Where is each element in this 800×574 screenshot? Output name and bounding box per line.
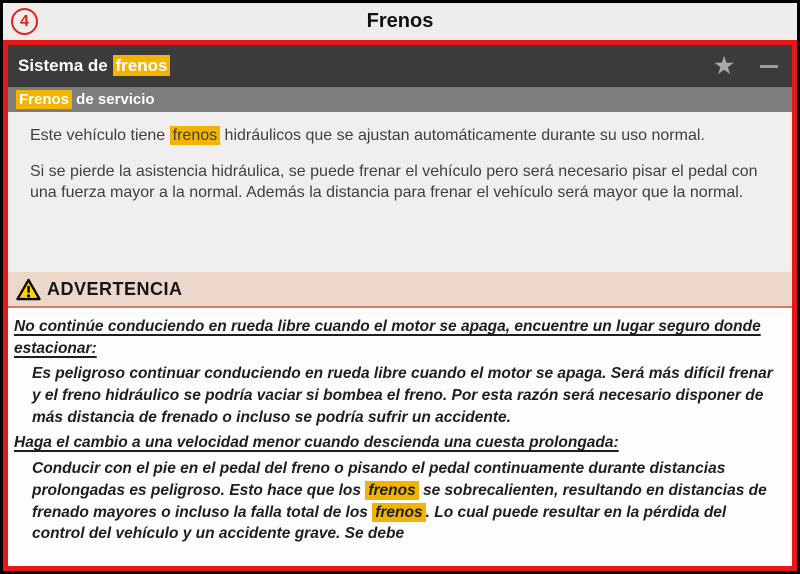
warning-content xyxy=(8,308,792,566)
section-body xyxy=(8,112,792,272)
highlighted-term: frenos xyxy=(170,126,220,145)
highlighted-term: frenos xyxy=(372,503,425,522)
top-title-bar xyxy=(3,3,797,40)
text-segment: de servicio xyxy=(72,91,155,108)
warning-item-body xyxy=(14,458,774,545)
panel-header-sistema-de-frenos[interactable] xyxy=(8,45,792,87)
warning-header-bar xyxy=(8,272,792,308)
warning-item-heading: No continúe conduciendo en rueda libre cuando el motor se apaga, encuentre un lugar seguro donde estacionar: xyxy=(14,318,761,357)
body-paragraph xyxy=(30,161,766,203)
warning-triangle-icon xyxy=(16,278,41,301)
warning-item xyxy=(14,432,774,544)
warning-item-body xyxy=(14,363,774,428)
warning-item-heading: Haga el cambio a una velocidad menor cuando descienda una cuesta prolongada: xyxy=(14,434,619,452)
highlighted-term: Frenos xyxy=(16,90,72,109)
panel-header-title xyxy=(18,56,714,76)
section-header-text xyxy=(16,91,155,108)
warning-label: ADVERTENCIA xyxy=(47,278,183,299)
page-title: Frenos xyxy=(366,10,434,32)
text-segment: . Lo cual puede resultar en la pérdida del control del vehículo y un accidente grave. Se debe xyxy=(32,503,727,543)
highlighted-term: frenos xyxy=(113,55,171,76)
text-segment: Este vehículo tiene xyxy=(30,127,170,144)
highlighted-term: frenos xyxy=(365,481,418,500)
minimize-icon[interactable] xyxy=(760,65,778,68)
step-number-badge: 4 xyxy=(11,8,38,35)
warning-item xyxy=(14,316,774,428)
text-segment: Si se pierde la asistencia hidráulica, se puede frenar el vehículo pero será necesario pisar el pedal con una fuerza mayor a la normal. Además la distancia para frenar el vehículo será mayor que la normal. xyxy=(30,163,758,202)
favorite-star-icon[interactable]: ★ xyxy=(714,53,734,78)
body-paragraph xyxy=(30,125,766,146)
brakes-info-panel xyxy=(3,40,797,571)
section-header-frenos-de-servicio xyxy=(8,87,792,112)
text-segment: hidráulicos que se ajustan automáticamente durante su uso normal. xyxy=(220,127,705,144)
text-segment: Conducir con el pie en el pedal del freno o pisando el pedal continuamente durante distancias prolongadas es peligroso. Esto hace que los xyxy=(32,460,726,499)
text-segment: Sistema de xyxy=(18,56,113,75)
panel-header-icons xyxy=(714,55,778,77)
text-segment: Es peligroso continuar conduciendo en rueda libre cuando el motor se apaga. Será más difícil frenar y el freno hidráulico se podría vaciar si bombea el freno. Por esta razón será necesario disponer de más distancia de frenado o incluso se podría sufrir un accidente. xyxy=(32,365,773,426)
text-segment: se sobrecalienten, resultando en distancias de frenado mayores o incluso la falla total de los xyxy=(32,481,767,521)
